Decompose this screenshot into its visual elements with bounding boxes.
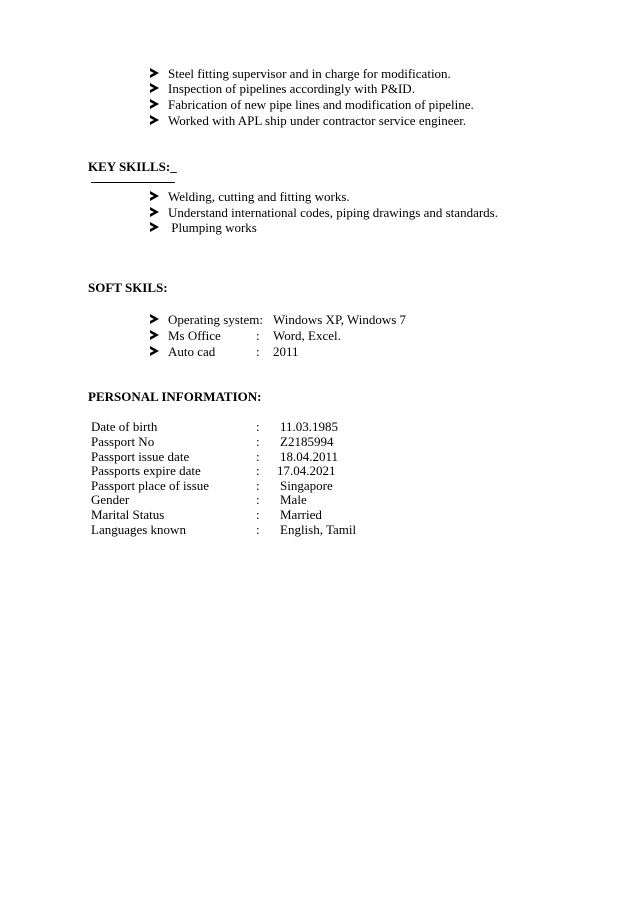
key-skills-heading: KEY SKILLS:_ (88, 159, 177, 174)
info-value: 18.04.2011 (280, 449, 339, 464)
info-label: Date of birth (91, 419, 158, 434)
info-label: Passport place of issue (91, 478, 210, 493)
arrow-bullet-icon (150, 68, 159, 78)
arrow-bullet-icon (150, 207, 159, 217)
info-separator: : (256, 449, 260, 464)
arrow-bullet-icon (150, 115, 159, 125)
info-separator: : (256, 463, 260, 478)
info-separator: : (256, 507, 260, 522)
arrow-bullet-icon (150, 330, 159, 340)
info-separator: : (256, 478, 260, 493)
info-label: Marital Status (91, 507, 165, 522)
info-separator: : (256, 434, 260, 449)
info-separator: : (256, 419, 260, 434)
info-value: English, Tamil (280, 522, 357, 537)
key-skills-underline (91, 182, 175, 183)
info-label: Languages known (91, 522, 186, 537)
info-label: Passport issue date (91, 449, 190, 464)
info-value: Married (280, 507, 322, 522)
info-label: Passport No (91, 434, 155, 449)
info-value: Z2185994 (280, 434, 334, 449)
arrow-bullet-icon (150, 99, 159, 109)
arrow-bullet-icon (150, 346, 159, 356)
resume-page: Steel fitting supervisor and in charge for modification. Inspection of pipelines accordingly with P&ID. Fabrication of new pipe lines and modification of pipeline. Worked with APL ship under contractor service engineer. KEY SKILLS:_ Welding, cutting and fitting works. Understand international codes, piping drawings and standards. Plumping works SOFT SKILS: Operating system: Windows XP, Windows 7 Ms Office : Word, Excel. Auto cad : 2011 PERSONAL INFORMATION: Date of birth : 11.03.1985 Passport No : Z2185994 Passport issue date : 18.04.2011 Passports expire date : 17.04.2021 Passport place of issue : Singapore Gender : Male Marital Status : Married Languages known : English, Tamil (88, 66, 498, 537)
arrow-bullet-icon (150, 83, 159, 93)
info-label: Passports expire date (91, 463, 201, 478)
info-value: 11.03.1985 (280, 419, 339, 434)
arrow-bullet-icon (150, 191, 159, 201)
info-value: Male (280, 492, 307, 507)
info-separator: : (256, 492, 260, 507)
info-value: 17.04.2021 (277, 463, 336, 478)
soft-skills-heading: SOFT SKILS: (88, 280, 168, 295)
personal-info-heading: PERSONAL INFORMATION: (88, 389, 262, 404)
info-separator: : (256, 522, 260, 537)
arrow-bullet-icon (150, 314, 159, 324)
info-label: Gender (91, 492, 130, 507)
info-value: Singapore (280, 478, 333, 493)
arrow-bullet-icon (150, 222, 159, 232)
